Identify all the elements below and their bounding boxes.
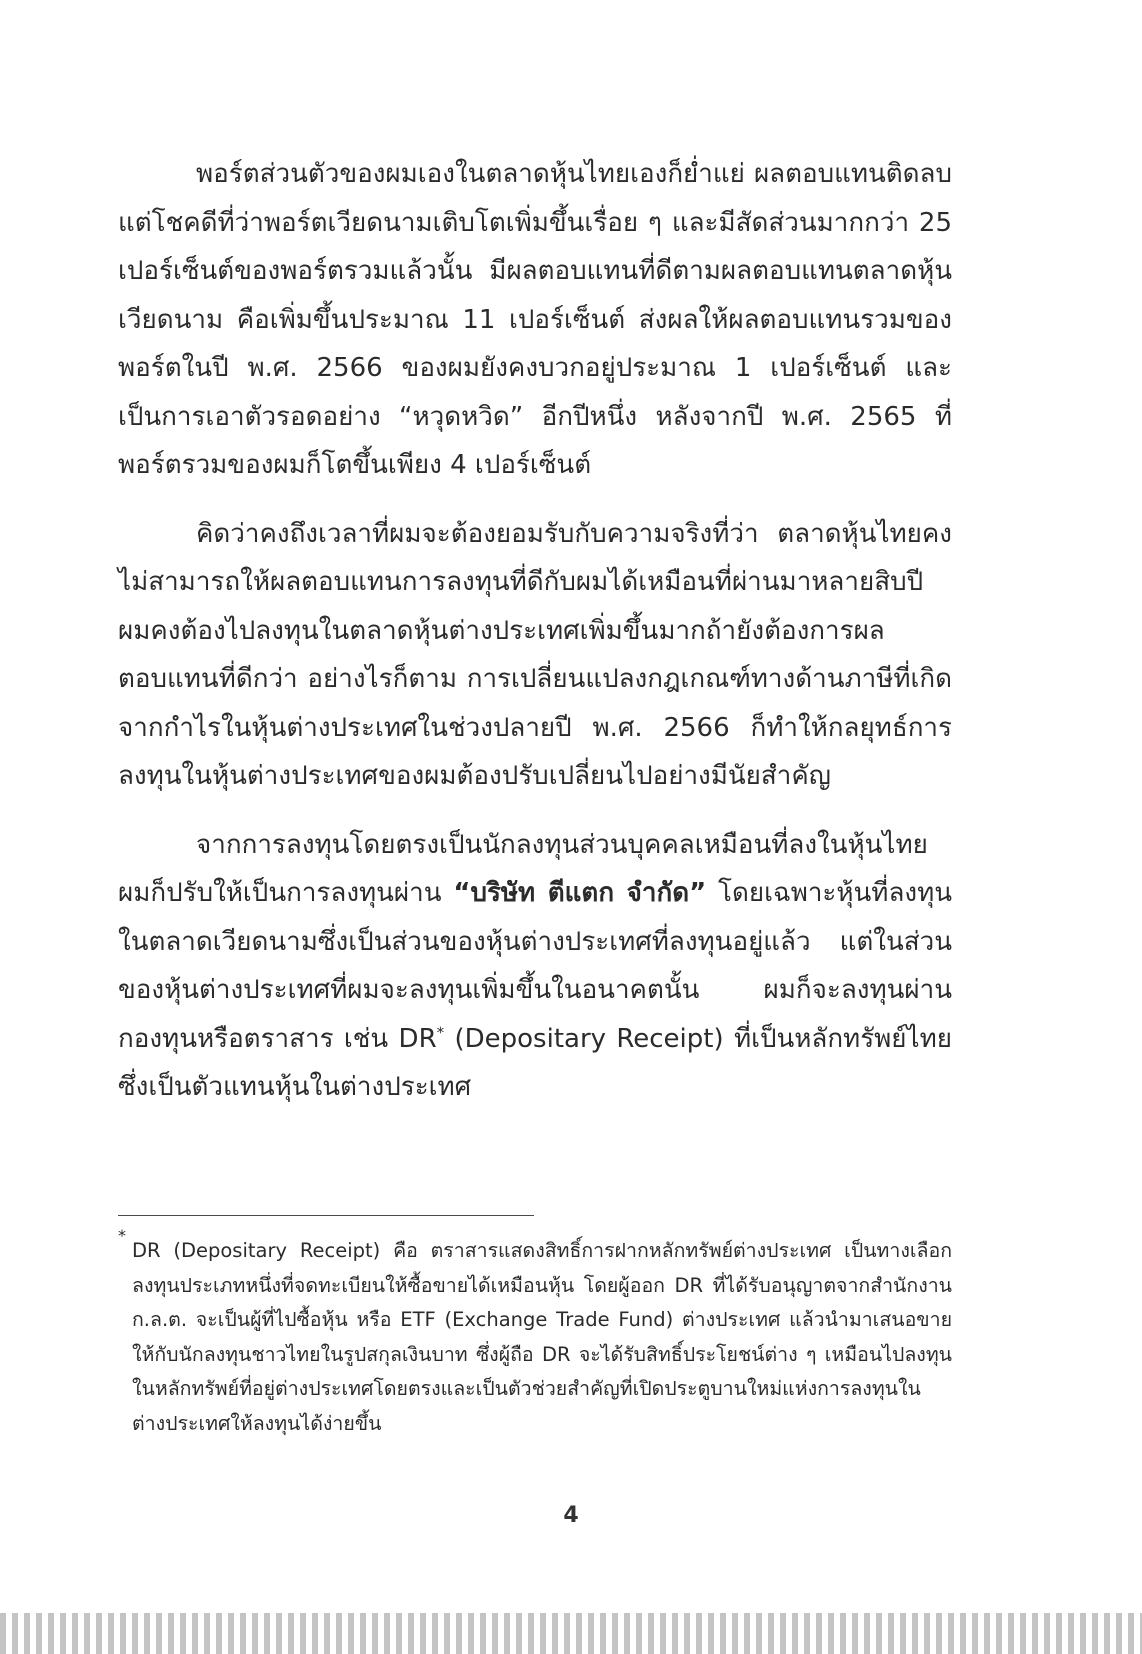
paragraph-2: คิดว่าคงถึงเวลาที่ผมจะต้องยอมรับกับความจริงที่ว่า ตลาดหุ้นไทยคงไม่สามารถให้ผลตอบแทนการลงทุนที่ดีกับผมได้เหมือนที่ผ่านมาหลายสิบปี ผมคงต้องไปลงทุนในตลาดหุ้นต่างประเทศเพิ่มขึ้นมากถ้ายังต้องการผลตอบแทนที่ดีกว่า อย่างไรก็ตาม การเปลี่ยนแปลงกฎเกณฑ์ทางด้านภาษีที่เกิดจากกำไรในหุ้นต่างประเทศในช่วงปลายปี พ.ศ. 2566 ก็ทำให้กลยุทธ์การลงทุนในหุ้นต่างประเทศของผมต้องปรับเปลี่ยนไปอย่างมีนัยสำคัญ (118, 518, 952, 791)
decorative-stripe-band (0, 1613, 1142, 1654)
footnote (118, 1226, 952, 1441)
company-name: “บริษัท ตีแตก จำกัด” (453, 878, 707, 908)
paragraph-3-text-start: จากการลงทุนโดยตรงเป็นนักลงทุนส่วนบุคคลเหมือนที่ลงในหุ้นไทย ผมก็ปรับให้เป็นการลงทุนผ่าน (118, 829, 928, 908)
footnote-divider (118, 1215, 534, 1216)
paragraph-1: พอร์ตส่วนตัวของผมเองในตลาดหุ้นไทยเองก็ย่ำแย่ ผลตอบแทนติดลบ แต่โชคดีที่ว่าพอร์ตเวียดนามเติบโตเพิ่มขึ้นเรื่อย ๆ และมีสัดส่วนมากกว่า 25 เปอร์เซ็นต์ของพอร์ตรวมแล้วนั้น มีผลตอบแทนที่ดีตามผลตอบแทนตลาดหุ้นเวียดนาม คือเพิ่มขึ้นประมาณ 11 เปอร์เซ็นต์ ส่งผลให้ผลตอบแทนรวมของพอร์ตในปี พ.ศ. 2566 ของผมยังคงบวกอยู่ประมาณ 1 เปอร์เซ็นต์ และเป็นการเอาตัวรอดอย่าง “หวุดหวิด” อีกปีหนึ่ง หลังจากปี พ.ศ. 2565 ที่พอร์ตรวมของผมก็โตขึ้นเพียง 4 เปอร์เซ็นต์ (118, 159, 952, 480)
footnote-text: DR (Depositary Receipt) คือ ตราสารแสดงสิทธิ์การฝากหลักทรัพย์ต่างประเทศ เป็นทางเลือกลงทุนประเภทหนึ่งที่จดทะเบียนให้ซื้อขายได้เหมือนหุ้น โดยผู้ออก DR ที่ได้รับอนุญาตจากสำนักงาน ก.ล.ต. จะเป็นผู้ที่ไปซื้อหุ้น หรือ ETF (Exchange Trade Fund) ต่างประเทศ แล้วนำมาเสนอขายให้กับนักลงทุนชาวไทยในรูปสกุลเงินบาท ซึ่งผู้ถือ DR จะได้รับสิทธิ์ประโยชน์ต่าง ๆ เหมือนไปลงทุนในหลักทรัพย์ที่อยู่ต่างประเทศโดยตรงและเป็นตัวช่วยสำคัญที่เปิดประตูบานใหม่แห่งการลงทุนในต่างประเทศให้ลงทุนได้ง่ายขึ้น (132, 1239, 952, 1435)
footnote-reference-mark: * (436, 1022, 445, 1041)
page-number: 4 (563, 1503, 579, 1528)
body-text (118, 150, 952, 1132)
paragraph-3 (118, 821, 952, 1112)
footnote-mark: * (118, 1226, 126, 1245)
paragraph-3-text-end: (Depositary Receipt) ที่เป็นหลักทรัพย์ไทยซึ่งเป็นตัวแทนหุ้นในต่างประเทศ (118, 1023, 952, 1102)
paragraph-3-text-middle: โดยเฉพาะหุ้นที่ลงทุนในตลาดเวียดนามซึ่งเป็นส่วนของหุ้นต่างประเทศที่ลงทุนอยู่แล้ว แต่ในส่วนของหุ้นต่างประเทศที่ผมจะลงทุนเพิ่มขึ้นในอนาคตนั้น ผมก็จะลงทุนผ่านกองทุนหรือตราสาร เช่น DR (118, 878, 952, 1054)
